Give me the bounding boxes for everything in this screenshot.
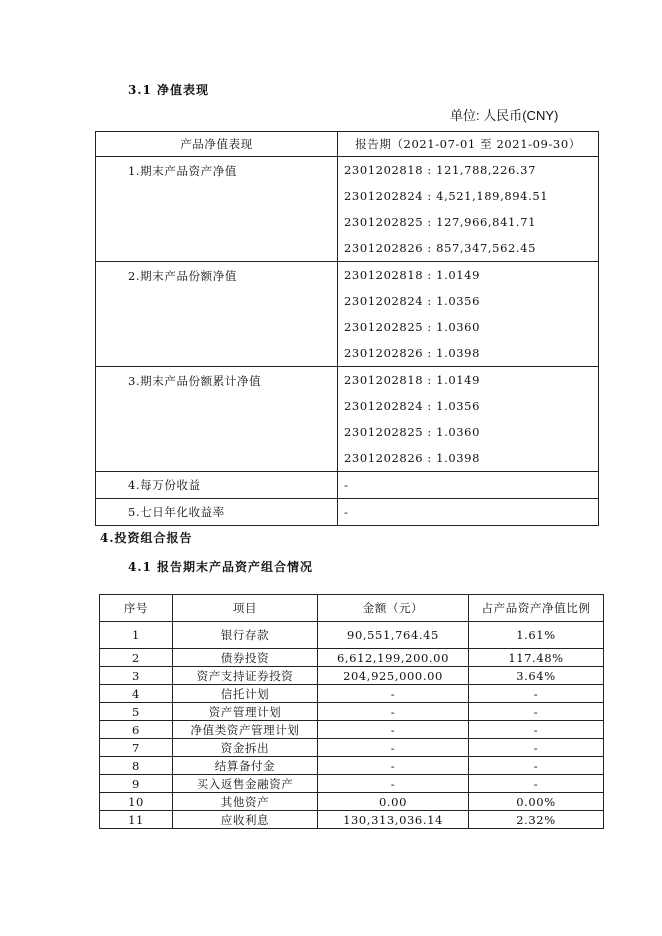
- nav-group-row: [96, 157, 599, 262]
- nav-value: 2301202818 : 1.0149: [344, 268, 480, 282]
- nav-value: 2301202818 : 1.0149: [344, 373, 480, 387]
- table-row: [100, 775, 604, 793]
- nav-single-label: 5.七日年化收益率: [96, 499, 338, 526]
- alloc-cell: 130,313,036.14: [318, 811, 469, 829]
- nav-value: 2301202826 : 1.0398: [344, 451, 480, 465]
- alloc-cell: 2: [100, 649, 173, 667]
- alloc-cell: 6: [100, 721, 173, 739]
- alloc-cell: 0.00: [318, 793, 469, 811]
- alloc-cell: 0.00%: [469, 793, 604, 811]
- alloc-cell: -: [469, 721, 604, 739]
- table-row: [100, 757, 604, 775]
- nav-group-row: [96, 367, 599, 472]
- alloc-cell: -: [469, 703, 604, 721]
- section-3-1-title: 3.1 净值表现: [128, 83, 210, 97]
- alloc-cell: -: [318, 757, 469, 775]
- nav-value: 2301202826 : 1.0398: [344, 346, 480, 360]
- alloc-cell: 应收利息: [173, 811, 318, 829]
- section-4-1-title: 4.1 报告期末产品资产组合情况: [128, 560, 314, 574]
- nav-group-values: [338, 367, 599, 472]
- alloc-cell: 信托计划: [173, 685, 318, 703]
- alloc-cell: 资产支持证券投资: [173, 667, 318, 685]
- nav-group-label: 2.期末产品份额净值: [96, 262, 338, 367]
- nav-header-col-2: 报告期（2021-07-01 至 2021-09-30）: [338, 132, 599, 157]
- alloc-cell: 90,551,764.45: [318, 622, 469, 649]
- alloc-cell: 6,612,199,200.00: [318, 649, 469, 667]
- alloc-header-col: 占产品资产净值比例: [469, 595, 604, 622]
- nav-group-values: [338, 157, 599, 262]
- alloc-cell: -: [469, 775, 604, 793]
- nav-single-value: -: [338, 499, 599, 526]
- alloc-header-col: 金额（元）: [318, 595, 469, 622]
- alloc-cell: 资产管理计划: [173, 703, 318, 721]
- nav-performance-table: [95, 131, 599, 526]
- alloc-cell: 资金拆出: [173, 739, 318, 757]
- table-row: [100, 703, 604, 721]
- table-row: [100, 685, 604, 703]
- nav-value: 2301202824 : 4,521,189,894.51: [344, 189, 549, 203]
- alloc-cell: 1.61%: [469, 622, 604, 649]
- nav-single-label: 4.每万份收益: [96, 472, 338, 499]
- asset-allocation-table: [99, 594, 604, 829]
- table-row: [100, 721, 604, 739]
- nav-single-row: [96, 472, 599, 499]
- alloc-cell: 8: [100, 757, 173, 775]
- nav-value: 2301202824 : 1.0356: [344, 399, 480, 413]
- nav-header-col-1: 产品净值表现: [96, 132, 338, 157]
- nav-table-header: [96, 132, 599, 157]
- alloc-cell: 买入返售金融资产: [173, 775, 318, 793]
- nav-single-row: [96, 499, 599, 526]
- alloc-cell: -: [318, 739, 469, 757]
- table-row: [100, 649, 604, 667]
- currency-unit: 单位: 人民币(CNY): [450, 108, 559, 123]
- alloc-cell: 3: [100, 667, 173, 685]
- alloc-cell: 117.48%: [469, 649, 604, 667]
- nav-value: 2301202825 : 127,966,841.71: [344, 215, 537, 229]
- alloc-cell: 2.32%: [469, 811, 604, 829]
- alloc-cell: -: [318, 685, 469, 703]
- alloc-cell: 5: [100, 703, 173, 721]
- nav-group-values: [338, 262, 599, 367]
- alloc-cell: 7: [100, 739, 173, 757]
- nav-value: 2301202825 : 1.0360: [344, 320, 480, 334]
- nav-value: 2301202826 : 857,347,562.45: [344, 241, 537, 255]
- alloc-cell: 1: [100, 622, 173, 649]
- alloc-header-col: 项目: [173, 595, 318, 622]
- alloc-cell: 债券投资: [173, 649, 318, 667]
- alloc-cell: 11: [100, 811, 173, 829]
- alloc-cell: -: [469, 739, 604, 757]
- alloc-cell: 10: [100, 793, 173, 811]
- table-row: [100, 739, 604, 757]
- nav-value: 2301202818 : 121,788,226.37: [344, 163, 537, 177]
- nav-group-label: 3.期末产品份额累计净值: [96, 367, 338, 472]
- alloc-cell: -: [318, 703, 469, 721]
- nav-single-value: -: [338, 472, 599, 499]
- alloc-cell: -: [469, 685, 604, 703]
- table-row: [100, 622, 604, 649]
- alloc-cell: 4: [100, 685, 173, 703]
- nav-value: 2301202824 : 1.0356: [344, 294, 480, 308]
- alloc-cell: 结算备付金: [173, 757, 318, 775]
- alloc-cell: -: [469, 757, 604, 775]
- nav-group-row: [96, 262, 599, 367]
- alloc-cell: 204,925,000.00: [318, 667, 469, 685]
- alloc-cell: 净值类资产管理计划: [173, 721, 318, 739]
- alloc-header-col: 序号: [100, 595, 173, 622]
- section-4-title: 4.投资组合报告: [100, 531, 193, 545]
- alloc-table-header: [100, 595, 604, 622]
- table-row: [100, 793, 604, 811]
- table-row: [100, 811, 604, 829]
- table-row: [100, 667, 604, 685]
- alloc-cell: 其他资产: [173, 793, 318, 811]
- nav-group-label: 1.期末产品资产净值: [96, 157, 338, 262]
- alloc-cell: 3.64%: [469, 667, 604, 685]
- nav-value: 2301202825 : 1.0360: [344, 425, 480, 439]
- alloc-cell: -: [318, 775, 469, 793]
- alloc-cell: 9: [100, 775, 173, 793]
- alloc-cell: -: [318, 721, 469, 739]
- alloc-cell: 银行存款: [173, 622, 318, 649]
